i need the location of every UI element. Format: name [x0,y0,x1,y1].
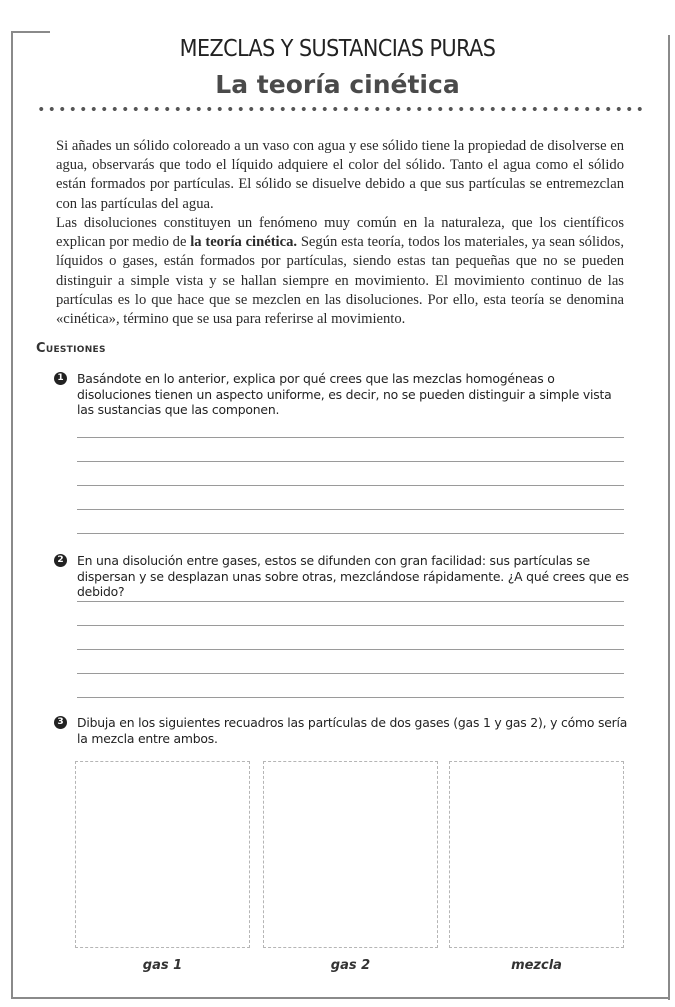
box-label-mezcla: mezcla [511,958,562,973]
intro-paragraph-2-start: Las disoluciones constituyen un fenómeno muy común en la naturaleza, que los científicos explican por medio de [56,215,624,251]
question-3 [54,715,629,746]
answer-line-q1-4[interactable] [77,509,624,510]
answer-line-q2-2[interactable] [77,625,624,626]
answer-line-q1-3[interactable] [77,485,624,486]
drawing-box-gas-2[interactable] [263,761,438,948]
intro-paragraph-2-end: Según esta teoría, todos los materiales, ya sean sólidos, líquidos o gases, están formados por partículas, siendo estas tan pequeñas que no se pueden distinguir a simple vista y se hallan siempre en movimiento. El movimiento continuo de las partículas es lo que hace que se mezclen en las disoluciones. Por ello, esta teoría se denomina «cinética», término que se usa para referirse al movimiento. [56,234,625,328]
page-title: MEZCLAS Y SUSTANCIAS PURAS [179,36,496,62]
page-frame-right [668,35,670,1000]
intro-paragraph-2-bold: la teoría cinética. [190,234,298,251]
intro-paragraph-1: Si añades un sólido coloreado a un vaso con agua y ese sólido tiene la propiedad de disolverse en agua, observarás que todo el líquido adquiere el color del sólido. Tanto el agua como el sólido están formados por partículas. El sólido se disuelve debido a que sus partículas se entremezclan con las partículas del agua. [56,138,624,212]
question-1 [54,371,629,418]
box-label-gas-2: gas 2 [330,958,371,973]
section-title-cuestiones: Cuestiones [36,341,106,356]
question-text: En una disolución entre gases, estos se difunden con gran facilidad: sus partículas se dispersan y se desplazan unas sobre otras, mezclándose rápidamente. ¿A qué crees que es debido? [77,553,629,600]
answer-line-q2-5[interactable] [77,697,624,698]
intro-paragraph-2 [56,214,624,329]
answer-line-q2-3[interactable] [77,649,624,650]
answer-line-q1-2[interactable] [77,461,624,462]
page-frame-bottom [11,997,670,999]
page-subtitle: La teoría cinética [215,70,460,99]
question-text: Dibuja en los siguientes recuadros las partículas de dos gases (gas 1 y gas 2), y cómo sería la mezcla entre ambos. [77,715,628,746]
answer-line-q1-5[interactable] [77,533,624,534]
question-text: Basándote en lo anterior, explica por qué crees que las mezclas homogéneas o disoluciones tienen un aspecto uniforme, es decir, no se pueden distinguir a simple vista las sustancias que las componen. [77,371,612,418]
dotted-divider [36,106,642,112]
answer-line-q2-4[interactable] [77,673,624,674]
drawing-box-gas-1[interactable] [75,761,250,948]
question-number-badge: 1 [54,372,67,385]
box-label-gas-1: gas 1 [142,958,183,973]
page-frame-left [11,31,13,999]
question-number-badge: 2 [54,554,67,567]
answer-line-q1-1[interactable] [77,437,624,438]
answer-line-q2-1[interactable] [77,601,624,602]
drawing-box-mezcla[interactable] [449,761,624,948]
question-2 [54,553,629,600]
question-number-badge: 3 [54,716,67,729]
page-frame-top [11,31,50,33]
